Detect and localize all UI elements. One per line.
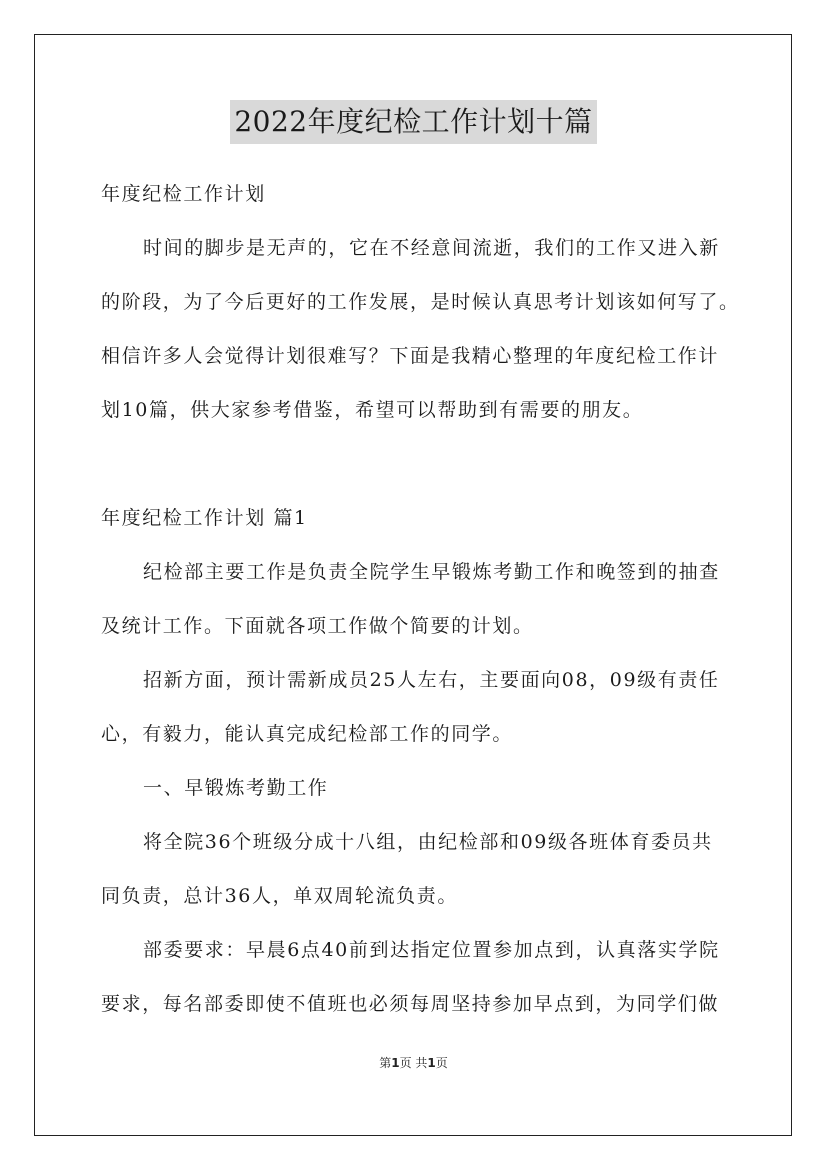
- footer-prefix: 第: [379, 1056, 392, 1070]
- text-line: 要求，每名部委即使不值班也必须每周坚持参加早点到，为同学们做: [101, 993, 720, 1015]
- footer-suffix: 页: [435, 1056, 448, 1070]
- text-line: 招新方面，预计需新成员25人左右，主要面向08，09级有责任: [143, 669, 720, 691]
- text-line: 相信许多人会觉得计划很难写？下面是我精心整理的年度纪检工作计: [101, 345, 720, 367]
- footer-page-total: 1: [427, 1056, 436, 1070]
- text-line: 部委要求：早晨6点40前到达指定位置参加点到，认真落实学院: [143, 939, 720, 961]
- text-line: 同负责，总计36人，单双周轮流负责。: [101, 885, 458, 907]
- title-block: [0, 100, 827, 144]
- text-line: 及统计工作。下面就各项工作做个简要的计划。: [101, 615, 534, 637]
- text-line: 一、早锻炼考勤工作: [143, 777, 329, 799]
- text-line: 心，有毅力，能认真完成纪检部工作的同学。: [101, 723, 514, 745]
- text-line: 将全院36个班级分成十八组，由纪检部和09级各班体育委员共: [143, 831, 713, 853]
- document-title: 2022年度纪检工作计划十篇: [230, 100, 596, 144]
- text-line: 的阶段，为了今后更好的工作发展，是时候认真思考计划该如何写了。: [101, 291, 740, 313]
- text-line: 划10篇，供大家参考借鉴，希望可以帮助到有需要的朋友。: [101, 399, 644, 421]
- blank-line: [101, 442, 731, 496]
- document-body: [101, 172, 740, 1036]
- footer-page-current: 1: [391, 1056, 400, 1070]
- page-footer: [0, 1054, 827, 1071]
- text-line: 纪检部主要工作是负责全院学生早锻炼考勤工作和晚签到的抽查: [143, 561, 720, 583]
- text-line: 时间的脚步是无声的，它在不经意间流逝，我们的工作又进入新: [143, 237, 720, 259]
- text-line: 年度纪检工作计划 篇1: [101, 507, 308, 529]
- text-line: 年度纪检工作计划: [101, 183, 266, 205]
- footer-mid: 页 共: [399, 1056, 428, 1070]
